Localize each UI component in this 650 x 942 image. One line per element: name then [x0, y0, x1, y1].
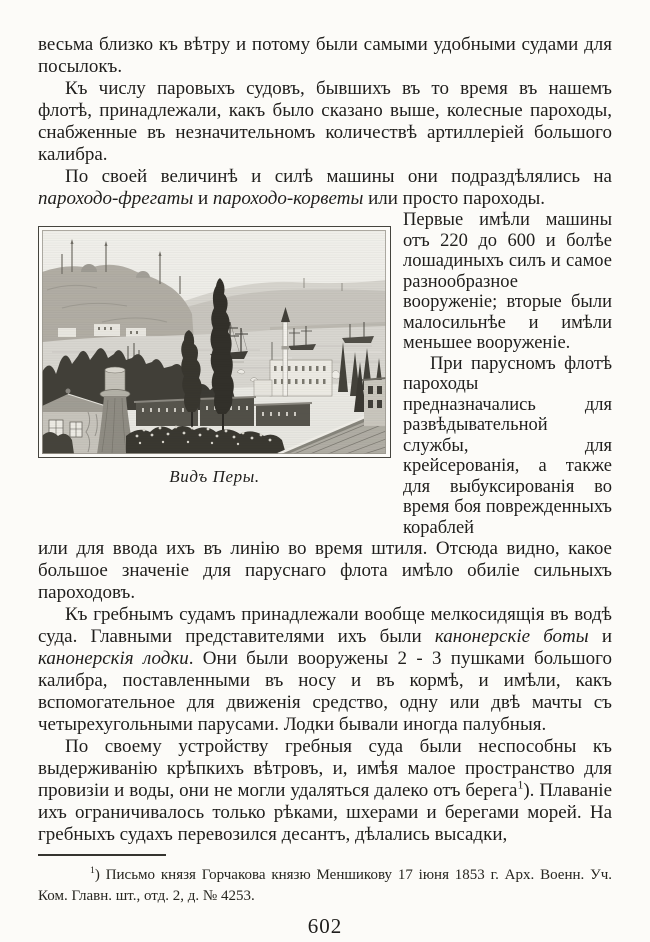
- footnote-text: ) Письмо князя Горчакова князю Меншикову 17 іюня 1853 г. Арх. Военн. Уч. Ком. Главн. шт., отд. 2, д. № 4253.: [38, 867, 612, 904]
- paragraph-text: По своему устройству гребныя суда были неспособны къ выдерживанію крѣпкихъ вѣтровъ, и, имѣя малое пространство для провизіи и воды, они не могли удаляться далеко отъ берега: [38, 736, 612, 801]
- paragraph-engine-power: [403, 210, 612, 354]
- paragraph-text: Къ числу паровыхъ судовъ, бывшихъ въ то время въ нашемъ флотѣ, принадлежали, какъ было сказано выше, колесные пароходы, снабженные въ незначительномъ количествѣ артиллеріей большого калибра.: [38, 78, 612, 165]
- footnote-reference: 1: [517, 778, 524, 792]
- paragraph-classification: [38, 166, 612, 210]
- paragraph-sailing-fleet-continued: [38, 538, 612, 604]
- paragraph-text: и: [588, 626, 612, 647]
- figure-frame: [38, 226, 391, 458]
- figure-caption: Видъ Перы.: [169, 467, 260, 486]
- italic-term: канонерскія лодки: [38, 648, 189, 669]
- paragraph-text: . Они были вооружены 2 - 3 пушками большого калибра, поставленными въ носу и въ кормѣ, и имѣли, какъ вспомогательное для движенія средство, одну или двѣ мачты съ четырехугольными парусами. Лодки бывали иногда палубныя.: [38, 648, 612, 735]
- paragraph-text: По своей величинѣ и силѣ машины они подраздѣлялись на: [65, 166, 612, 187]
- figure-pera-view: [38, 226, 391, 487]
- paragraph-text: ). Плаваніе ихъ ограничивалось только рѣками, шхерами и берегами морей. На гребныхъ судахъ перевозился десантъ, дѣлались высадки,: [38, 780, 612, 845]
- paragraph-rowing-vessels: [38, 604, 612, 736]
- figure-and-text-row: [38, 210, 612, 538]
- paragraph-text: Къ гребнымъ судамъ принадлежали вообще мелкосидящія въ водѣ суда. Главными представителями ихъ были: [38, 604, 612, 647]
- paragraph-text: весьма близко къ вѣтру и потому были самыми удобными судами для посылокъ.: [38, 34, 612, 77]
- pera-view-engraving: [42, 230, 386, 454]
- paragraph-text: Первые имѣли машины отъ 220 до 600 и болѣе лошадиныхъ силъ и самое разнообразное вооруженіе; вторые были малосильнѣе и имѣли меньшее вооруженіе.: [403, 210, 612, 353]
- italic-term: пароходо-фрегаты: [38, 188, 194, 209]
- italic-term: пароходо-корветы: [212, 188, 364, 209]
- paragraph-text: и: [193, 188, 213, 209]
- paragraph-text: или для ввода ихъ въ линію во время штиля. Отсюда видно, какое большое значеніе для паруснаго флота имѣло обиліе сильныхъ пароходовъ.: [38, 538, 612, 603]
- text-column-right: [403, 210, 612, 538]
- footnote: [38, 865, 612, 906]
- paragraph-text: или просто пароходы.: [363, 188, 546, 209]
- paragraph-sailing-fleet: [403, 354, 612, 539]
- footnote-divider: [38, 854, 166, 856]
- italic-term: канонерскіе боты: [434, 626, 589, 647]
- footnote-marker: 1: [90, 865, 95, 876]
- paragraph-steam-vessels: [38, 78, 612, 166]
- paragraph-continuation: [38, 34, 612, 78]
- paragraph-rowing-limits: [38, 736, 612, 846]
- paragraph-text: При парусномъ флотѣ пароходы предназначались для развѣдывательной службы, для крейсерованія, а также для выбуксированія во время боя поврежденныхъ кораблей: [403, 353, 612, 538]
- page-number: 602: [307, 914, 343, 938]
